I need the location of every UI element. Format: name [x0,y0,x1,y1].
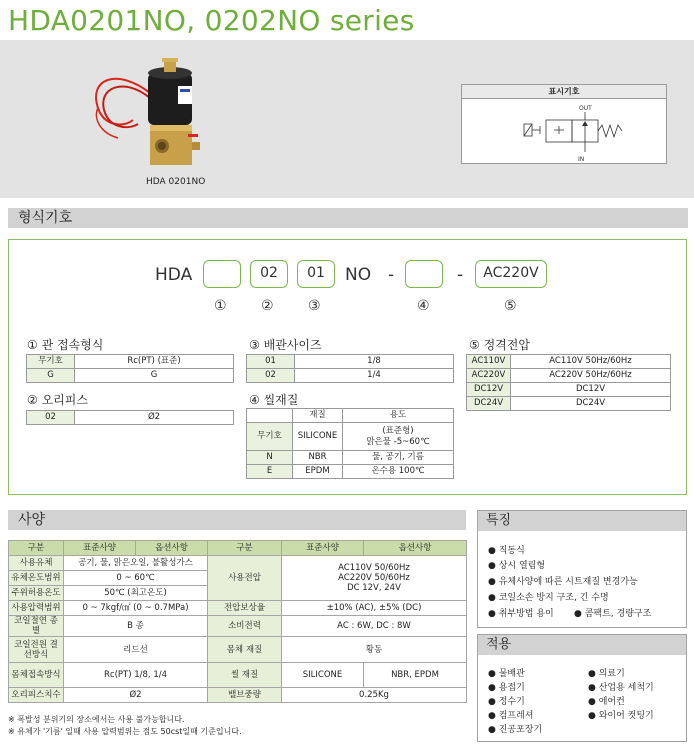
features-panel [477,510,687,628]
table-row: 02 Ø2 [27,411,234,425]
model-code-box [8,239,687,495]
spec-note-2: ※ 유체가 '기름' 일때 사용 압력범위는 점도 50cst일때 기준입니다. [8,727,242,736]
symbol-box [461,84,667,164]
product-caption: HDA 0201NO [146,177,206,187]
list-item: ● 와이어 컷팅기 [588,711,654,721]
circle-3: ③ [308,298,321,314]
list-item: ● 정수기 [488,697,525,707]
applications-panel [477,634,687,742]
list-item: ● 진공포장기 [488,725,543,735]
code-dash-2: - [457,265,464,285]
solenoid-valve-image [78,58,228,173]
table-row: 주위허용온도 50℃ (최고온도) [9,586,467,601]
table-row: DC12V DC12V [467,383,671,397]
table-row: 오리피스치수 Ø2 밸브중량 0.25Kg [9,688,467,703]
table-row: 01 1/8 [247,355,454,369]
code-slot-seal [405,260,443,288]
table-row: 무기호 SILICONE (표준형) 맑은물 -5~60℃ [247,423,454,451]
connection-title: ① 관 접속형식 [27,338,104,352]
list-item: ● 직동식 [488,546,525,556]
table-row: 몸체접속방식 Rc(PT) 1/8, 1/4 씰 재질 SILICONE NBR, EPDM [9,663,467,688]
list-item: ● 취부방법 용이 [488,609,554,619]
code-prefix: HDA [155,265,193,285]
spec-section-header: 사양 [8,510,466,530]
code-slot-pipe: 01 [297,260,335,288]
code-slot-orifice: 02 [250,260,288,288]
table-row: 코일절연 종별 B 종 소비전력 AC : 6W, DC : 8W [9,616,467,637]
table-row: N NBR 물, 공기, 기름 [247,451,454,465]
list-item: ● 콤팩트, 경량구조 [574,609,652,619]
list-item: ● 상시 열림형 [488,561,546,571]
pipe-table [246,354,454,383]
symbol-in-label: IN [578,156,585,163]
orifice-title: ② 오리피스 [27,393,88,407]
table-row: 사용압력범위 0 ~ 7kgf/㎠ (0 ~ 0.7MPa) 전압보상율 ±10% (AC), ±5% (DC) [9,601,467,616]
voltage-title: ⑤ 정격전압 [469,338,530,352]
symbol-out-label: OUT [579,105,592,112]
table-row: 재질 용도 [247,409,454,423]
list-item: ● 코일소손 방지 구조, 긴 수명 [488,593,609,603]
list-item: ● 산업용 세척기 [588,683,654,693]
symbol-title: 표시기호 [462,85,666,99]
list-item: ● 컴프레셔 [488,711,534,721]
table-row: 02 1/4 [247,369,454,383]
table-row: E EPDM 온수용 100℃ [247,465,454,479]
seal-title: ④ 씰재질 [249,393,299,407]
table-row: 구분 표준사양 옵션사항 구분 표준사양 옵션사항 [9,541,467,556]
table-row: 코일전원 결선방식 리드선 몸체 재질 황동 [9,637,467,663]
circle-5: ⑤ [504,298,517,314]
code-dash-1: - [388,265,395,285]
spec-table [8,540,467,703]
connection-table [26,354,234,383]
list-item: ● 의료기 [588,669,625,679]
table-row: AC220V AC220V 50Hz/60Hz [467,369,671,383]
table-row: 유체온도범위 0 ~ 60℃ [9,571,467,586]
seal-table [246,408,454,479]
features-header: 특징 [478,511,686,531]
model-section-header: 형식기호 [8,208,688,228]
circle-4: ④ [417,298,430,314]
list-item: ● 에어컨 [588,697,625,707]
code-mid: NO [345,265,372,285]
valve-symbol-icon [462,100,666,164]
list-item: ● 용접기 [488,683,525,693]
list-item: ● 물배관 [488,669,525,679]
applications-header: 적용 [478,635,686,655]
code-slot-connection [203,260,241,288]
pipe-title: ③ 배관사이즈 [249,338,322,352]
table-row: AC110V AC110V 50Hz/60Hz [467,355,671,369]
orifice-table [26,410,234,425]
list-item: ● 유체사양에 따른 시트재질 변경가능 [488,577,638,587]
code-slot-voltage: AC220V [475,260,547,288]
spec-note-1: ※ 폭발성 분위기의 장소에서는 사용 불가능합니다. [8,715,185,724]
circle-2: ② [261,298,274,314]
table-row: DC24V DC24V [467,397,671,411]
page-title: HDA0201NO, 0202NO series [8,4,415,37]
table-row: 무기호 Rc(PT) (표준) [27,355,234,369]
table-row: 사용유체 공기, 물, 맑은오일, 불활성가스 사용전압 AC110V 50/60Hz AC220V 50/60Hz DC 12V, 24V [9,556,467,571]
voltage-table [466,354,671,411]
table-row: G G [27,369,234,383]
circle-1: ① [214,298,227,314]
